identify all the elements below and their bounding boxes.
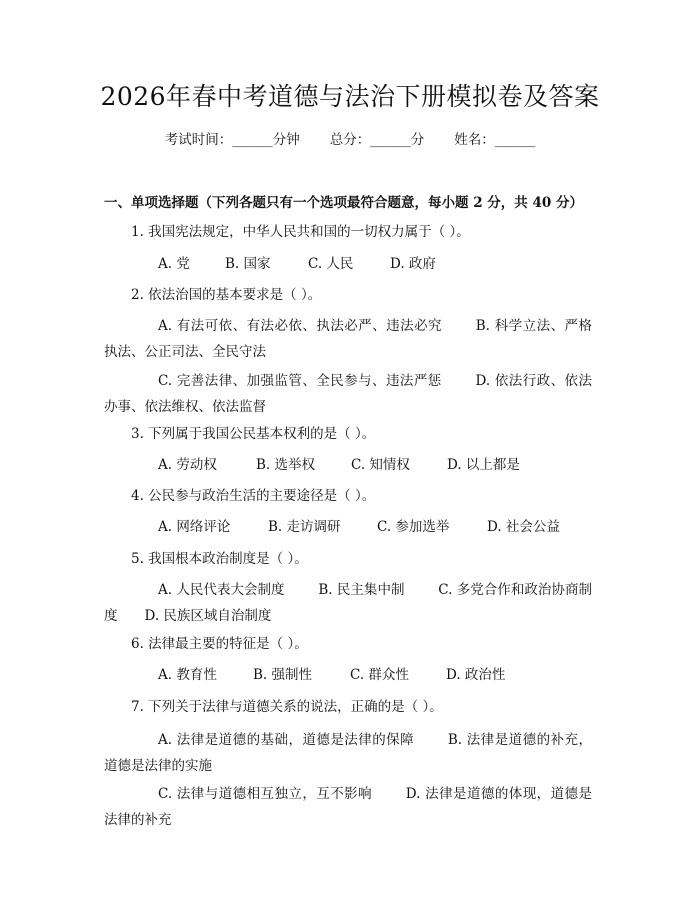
question-6: 6. 法律最主要的特征是（ ）。 — [131, 636, 308, 652]
option-a: A. 法律是道德的基础，道德是法律的保障 — [158, 732, 415, 748]
question-3-options — [158, 454, 520, 476]
question-3: 3. 下列属于我国公民基本权利的是（ ）。 — [131, 426, 376, 442]
option-c: C. 完善法律、加强监管、全民参与、违法严惩 — [158, 373, 442, 389]
option-d: D. 民族区域自治制度 — [144, 608, 272, 624]
option-a: A. 网络评论 — [158, 519, 231, 535]
document-title: 2026年春中考道德与法治下册模拟卷及答案 — [100, 82, 600, 111]
option-a: A. 劳动权 — [158, 457, 217, 473]
option-d: D. 法律是道德的体现，道德是法律的补充 — [104, 786, 592, 828]
question-4: 4. 公民参与政治生活的主要途径是（ ）。 — [131, 488, 376, 504]
question-2-options-cd — [104, 368, 592, 420]
option-c: C. 人民 — [308, 256, 354, 272]
option-d: D. 以上都是 — [447, 457, 520, 473]
option-a: A. 党 — [158, 256, 190, 272]
option-d: D. 社会公益 — [487, 519, 560, 535]
option-b: B. 民主集中制 — [318, 582, 405, 598]
option-d: D. 政府 — [390, 256, 436, 272]
option-a: A. 有法可依、有法必依、执法必严、违法必究 — [158, 318, 443, 334]
question-6-options — [158, 664, 505, 686]
option-b: B. 走访调研 — [268, 519, 341, 535]
question-5-options — [104, 577, 592, 629]
question-1-options — [158, 253, 436, 275]
question-4-options — [158, 516, 560, 538]
option-c: C. 法律与道德相互独立，互不影响 — [158, 786, 373, 802]
option-c: C. 参加选举 — [377, 519, 450, 535]
question-5: 5. 我国根本政治制度是（ ）。 — [131, 551, 308, 567]
option-a: A. 人民代表大会制度 — [158, 582, 285, 598]
exam-time-field: 考试时间：______分钟 — [164, 132, 300, 148]
option-d: D. 政治性 — [446, 667, 506, 683]
total-score-field: 总分：______分 — [329, 132, 425, 148]
option-b: B. 国家 — [225, 256, 271, 272]
question-7: 7. 下列关于法律与道德关系的说法，正确的是（ ）。 — [131, 699, 443, 715]
option-b: B. 强制性 — [253, 667, 313, 683]
option-c: C. 群众性 — [350, 667, 409, 683]
student-name-field: 姓名：______ — [454, 132, 536, 148]
option-b: B. 科学立法、严格执法、公正司法、全民守法 — [104, 318, 592, 360]
option-b: B. 选举权 — [256, 457, 316, 473]
section-heading: 一、单项选择题（下列各题只有一个选项最符合题意，每小题 2 分，共 40 分） — [104, 195, 583, 211]
question-2: 2. 依法治国的基本要求是（ ）。 — [131, 287, 322, 303]
option-a: A. 教育性 — [158, 667, 217, 683]
question-1: 1. 我国宪法规定，中华人民共和国的一切权力属于（ ）。 — [131, 224, 470, 240]
option-c: C. 知情权 — [351, 457, 410, 473]
question-2-options-ab — [104, 313, 592, 365]
option-d: D. 依法行政、依法办事、依法维权、依法监督 — [104, 373, 592, 415]
exam-meta-line — [0, 128, 700, 152]
option-c: C. 多党合作和政治协商制度 — [104, 582, 592, 624]
question-7-options-cd — [104, 781, 592, 833]
question-7-options-ab — [104, 727, 592, 779]
option-b: B. 法律是道德的补充，道德是法律的实施 — [104, 732, 592, 774]
